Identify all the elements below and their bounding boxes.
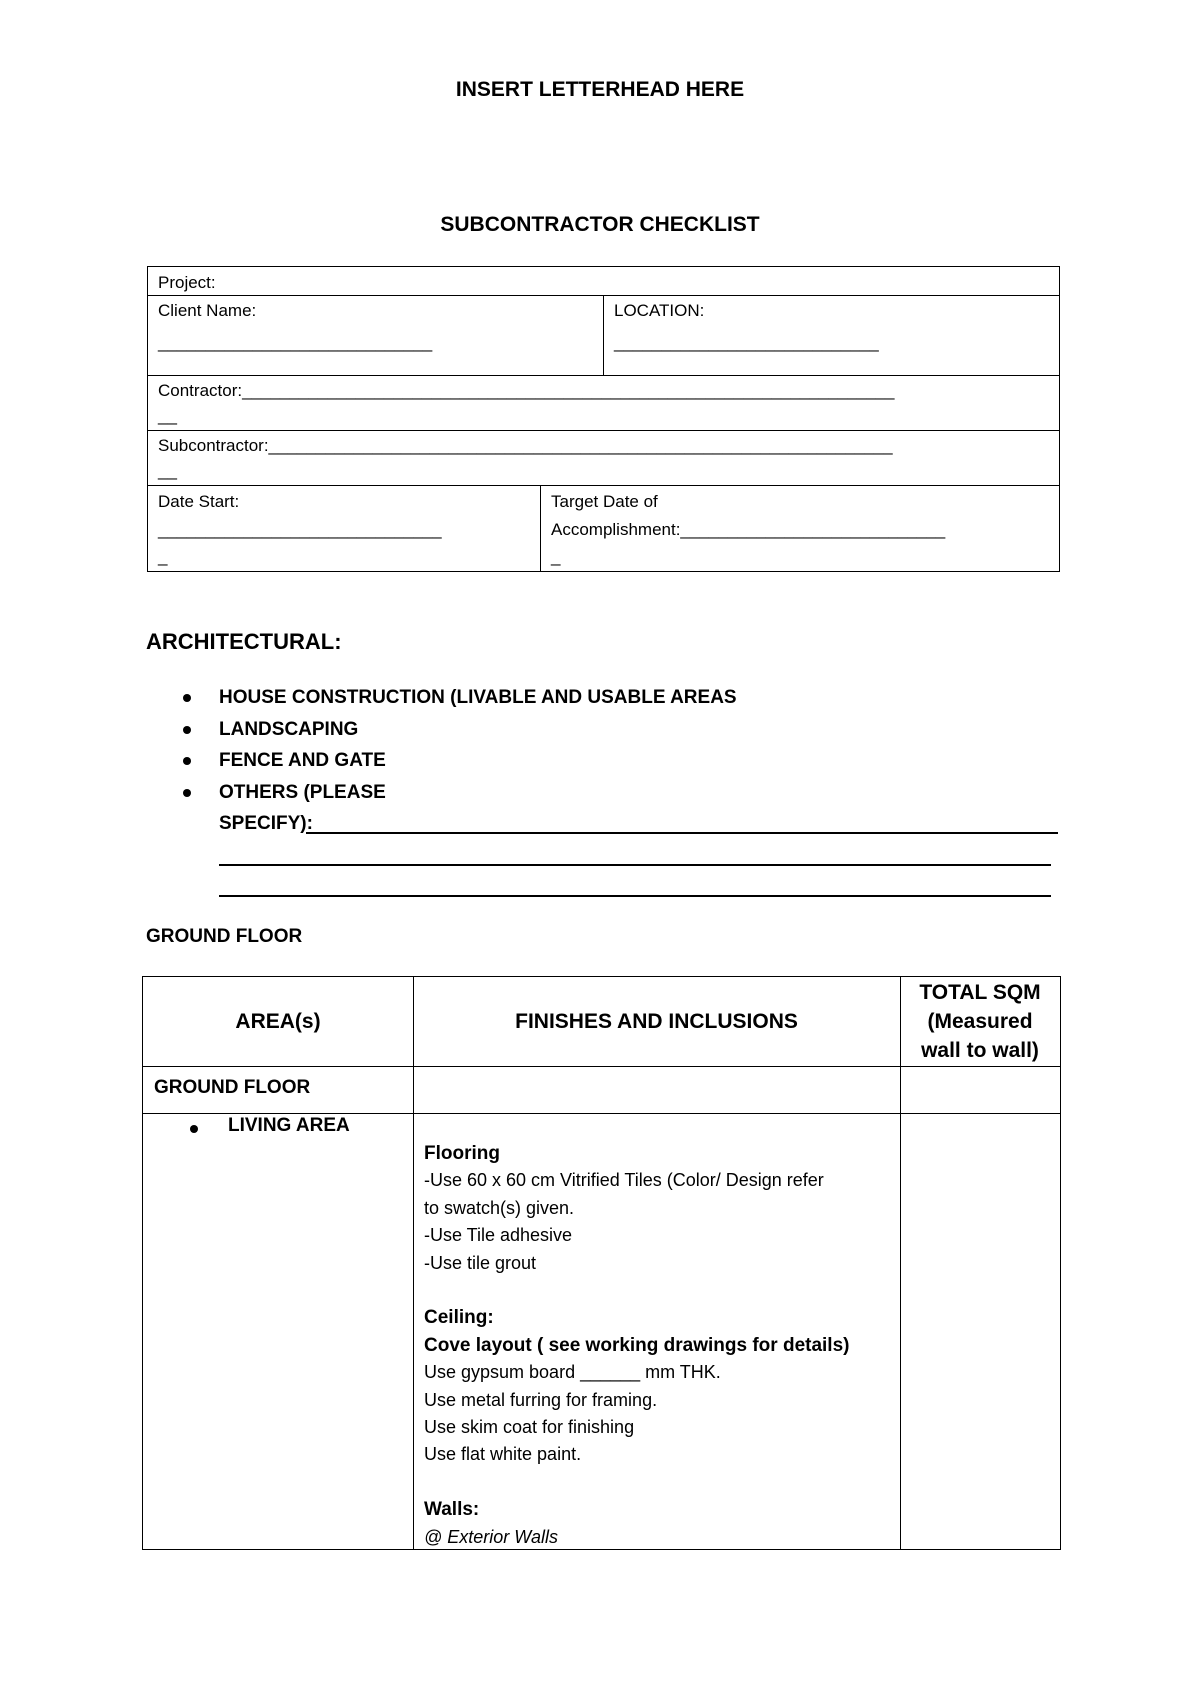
ceiling-line: Use flat white paint.: [424, 1444, 582, 1465]
document-title: SUBCONTRACTOR CHECKLIST: [440, 213, 760, 236]
letterhead-placeholder: INSERT LETTERHEAD HERE: [455, 78, 745, 101]
subcontractor-field[interactable]: Subcontractor:__________________________________________________________________: [158, 436, 893, 455]
architectural-heading: ARCHITECTURAL:: [146, 629, 342, 654]
bullet-icon: [183, 694, 191, 702]
scope-others: OTHERS (PLEASE: [219, 781, 386, 803]
accomplishment-field-continued: _: [551, 547, 561, 566]
total-sqm-header-line: wall to wall): [921, 1039, 1039, 1062]
exterior-walls-subheading: @ Exterior Walls: [424, 1526, 558, 1547]
specify-line[interactable]: [219, 895, 1051, 897]
bullet-icon: [183, 757, 191, 765]
divider: [413, 977, 414, 1549]
flooring-line: -Use tile grout: [424, 1252, 537, 1273]
specify-label: SPECIFY):: [219, 813, 313, 834]
contractor-field-continued: __: [158, 406, 177, 425]
area-column-header: AREA(s): [235, 1010, 321, 1033]
flooring-line: -Use 60 x 60 cm Vitrified Tiles (Color/ Design refer: [424, 1170, 824, 1191]
divider: [143, 1113, 1060, 1114]
ground-floor-row-label: GROUND FLOOR: [154, 1077, 311, 1098]
accomplishment-field[interactable]: Accomplishment:____________________________: [551, 520, 946, 539]
spacer: [424, 1277, 849, 1304]
scope-fence-and-gate: FENCE AND GATE: [219, 750, 386, 771]
date-start-field[interactable]: ______________________________: [158, 520, 442, 539]
divider: [148, 485, 1059, 486]
area-living-area: LIVING AREA: [228, 1115, 350, 1136]
scope-landscaping: LANDSCAPING: [219, 718, 359, 740]
flooring-line: -Use Tile adhesive: [424, 1225, 573, 1246]
scope-house-construction: HOUSE CONSTRUCTION (LIVABLE AND USABLE AREAS: [219, 687, 737, 708]
client-name-field[interactable]: _____________________________: [158, 333, 433, 352]
bullet-icon: [183, 789, 191, 797]
finishes-table: [142, 976, 1061, 1550]
divider: [540, 485, 541, 571]
date-start-label: Date Start:: [158, 492, 240, 511]
total-sqm-column-header: [900, 978, 1060, 1065]
target-date-label: Target Date of: [551, 492, 658, 511]
specify-line[interactable]: [219, 864, 1051, 866]
client-name-label: Client Name:: [158, 301, 257, 320]
bullet-icon: [190, 1125, 198, 1133]
divider: [603, 295, 604, 375]
ceiling-heading: Ceiling:: [424, 1307, 494, 1329]
ground-floor-label: GROUND FLOOR: [146, 926, 303, 947]
location-label: LOCATION:: [614, 301, 705, 320]
divider: [148, 375, 1059, 376]
total-sqm-header-line: (Measured: [927, 1010, 1033, 1033]
project-info-table: [147, 266, 1060, 572]
divider: [143, 1066, 1060, 1067]
flooring-line: to swatch(s) given.: [424, 1197, 575, 1218]
living-area-finishes: [424, 1140, 849, 1551]
subcontractor-field-continued: __: [158, 461, 177, 480]
ceiling-line: Use metal furring for framing.: [424, 1389, 658, 1410]
walls-heading: Walls:: [424, 1499, 480, 1521]
date-start-field-continued: _: [158, 547, 168, 566]
divider: [148, 430, 1059, 431]
contractor-field[interactable]: Contractor:_____________________________________________________________________: [158, 381, 895, 400]
specify-line[interactable]: [306, 832, 1058, 834]
flooring-heading: Flooring: [424, 1143, 500, 1164]
location-field[interactable]: ____________________________: [614, 333, 879, 352]
project-label: Project:: [158, 273, 216, 292]
ceiling-line: Use gypsum board ______ mm THK.: [424, 1362, 721, 1383]
cove-layout-heading: Cove layout ( see working drawings for details): [424, 1334, 850, 1356]
ceiling-line: Use skim coat for finishing: [424, 1417, 635, 1438]
bullet-icon: [183, 726, 191, 734]
spacer: [424, 1469, 849, 1496]
total-sqm-header-line: TOTAL SQM: [919, 981, 1041, 1004]
finishes-column-header: FINISHES AND INCLUSIONS: [515, 1010, 798, 1033]
